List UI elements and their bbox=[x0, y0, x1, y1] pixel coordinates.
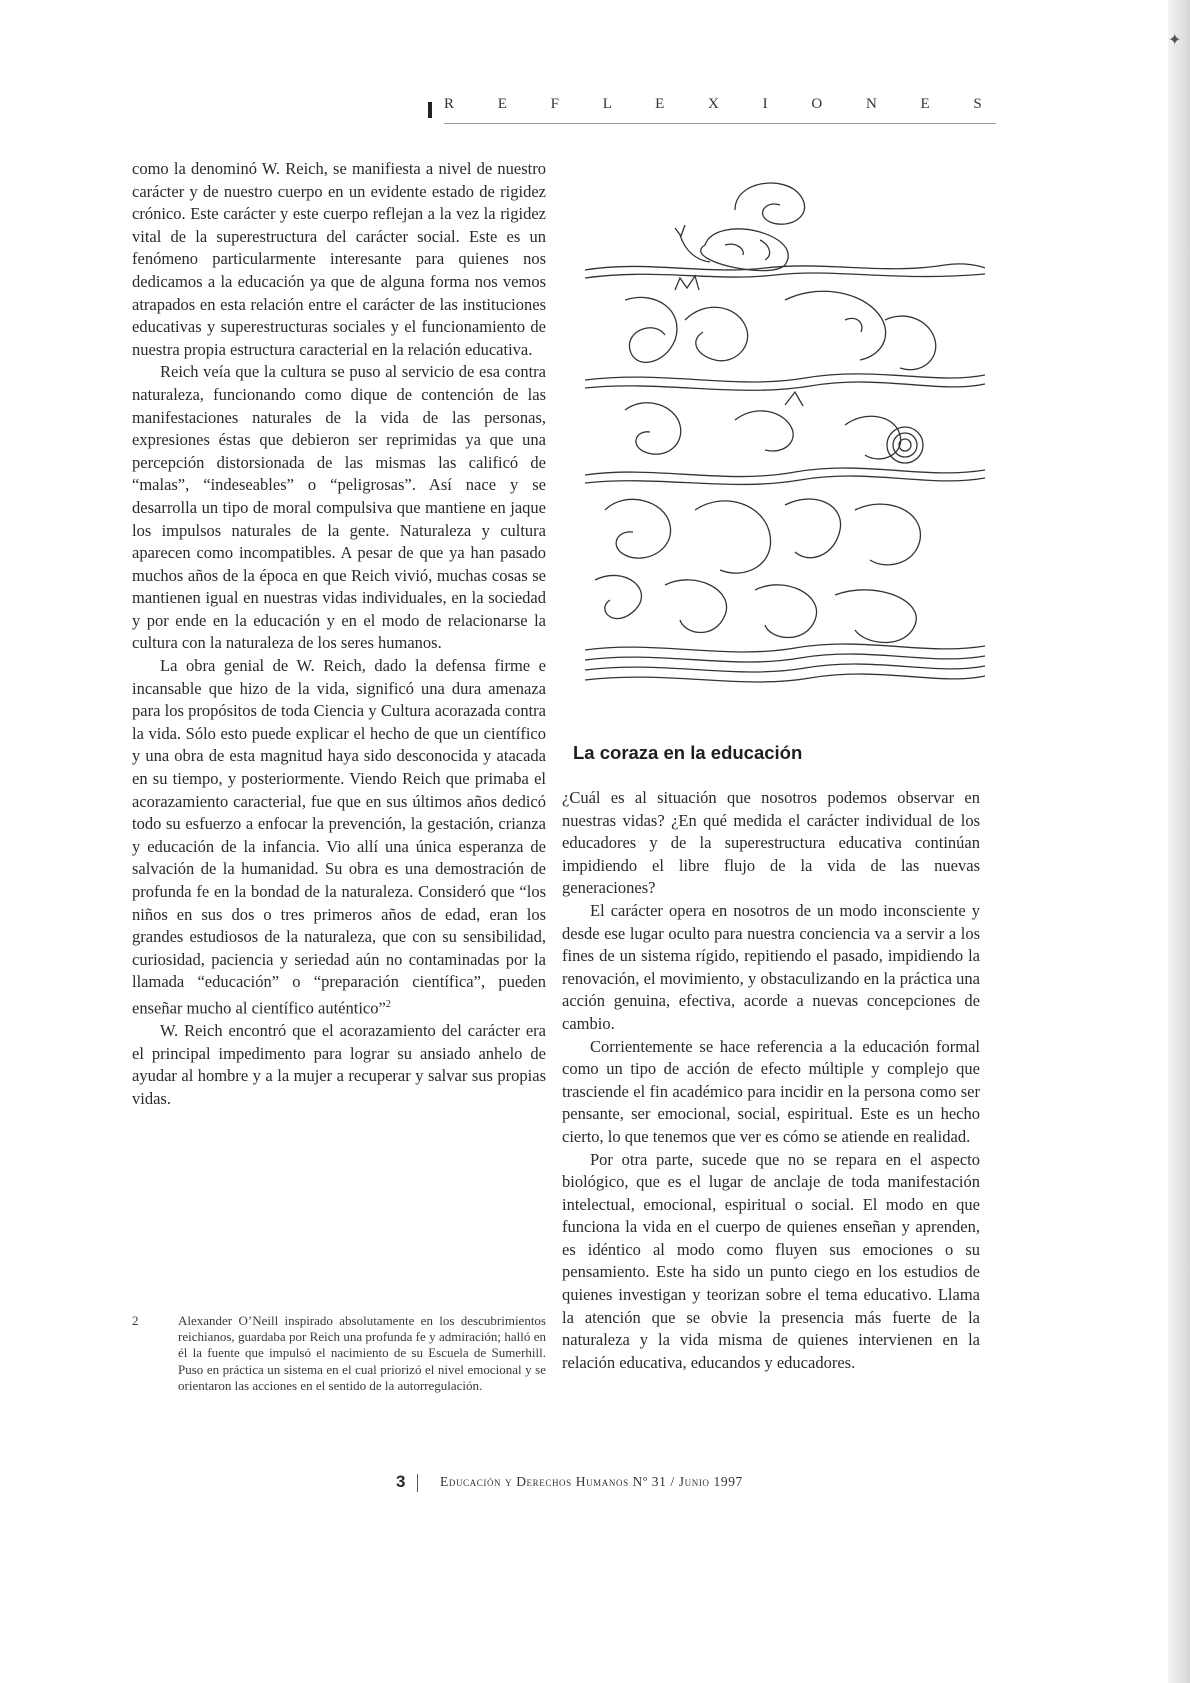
top-figure bbox=[675, 183, 805, 271]
paragraph: Corrientemente se hace referencia a la educación formal como un tipo de acción de efecto múltiple y complejo que trasciende el fin académico para incidir en la persona como ser pensante, ser emocional, social, espiritual. Este es un hecho cierto, lo que tenemos que ver es cómo se atiende en realidad. bbox=[562, 1036, 980, 1146]
footnote bbox=[132, 1313, 546, 1394]
wavy-band bbox=[585, 476, 985, 484]
wavy-band bbox=[585, 382, 985, 390]
page-number: 3 bbox=[396, 1472, 406, 1491]
wavy-band bbox=[585, 644, 985, 652]
header-bar bbox=[428, 102, 432, 118]
section-heading: La coraza en la educación bbox=[573, 742, 803, 763]
wavy-band bbox=[585, 674, 985, 682]
paragraph bbox=[132, 655, 546, 1020]
paragraph: Por otra parte, sucede que no se repara en el aspecto biológico, que es el lugar de anclaje de toda manifestación intelectual, emocional, espiritual o social. El modo en que funciona la vida en el cuerpo de quienes enseñan y aprenden, es idéntico al modo como fluyen sus emociones o su pensamiento. Este ha sido un punto ciego en los estudios de quienes investigan y teorizan sobre el tema educativo. Llama la atención que se obvie la presencia más fuerte de la naturaleza y la vida misma de quienes intervienen en la relación educativa, educandos y educadores. bbox=[562, 1149, 980, 1372]
paragraph: como la denominó W. Reich, se manifiesta a nivel de nuestro carácter y de nuestro cuerpo en un evidente estado de rigidez crónico. Este carácter y este cuerpo reflejan a la vez la rigidez vital de la superestructura del carácter social. Este es un fenómeno particularmente interesante para quienes nos dedicamos a la educación ya que de alguna forma nos vemos atrapados en esta relación entre el carácter de las instituciones educativas y superestructuras sociales y el funcionamiento de nuestra propia estructura caracterial en la relación educativa. bbox=[132, 159, 546, 359]
middle-figures bbox=[625, 276, 936, 370]
lower-figures bbox=[625, 392, 923, 463]
footnote-text: Alexander O’Neill inspirado absolutamente en los descubrimientos reichianos, guardaba por Reich una profunda fe y admiración; halló en él la fuente que impulsó el nacimiento de su Escuela de Sumerhill. Puso en práctica un sistema en el cual priorizó el nivel emocional y se orientaron las acciones en el sentido de la autorregulación. bbox=[178, 1313, 546, 1393]
wavy-band bbox=[585, 374, 985, 382]
left-column bbox=[132, 158, 546, 1110]
footnote-ref[interactable]: 2 bbox=[385, 998, 391, 1010]
page-edge-shadow bbox=[1168, 0, 1190, 1683]
publication-info: Educación y Derechos Humanos Nº 31 / Junio 1997 bbox=[440, 1474, 743, 1489]
paragraph-text: La obra genial de W. Reich, dado la defensa firme e incansable que hizo de la vida, significó una dura amenaza para los propósitos de toda Ciencia y Cultura acorazada contra la vida. Sólo esto puede explicar el hecho de que un científico y una obra de esta magnitud haya sido desconocida y atacada en su tiempo, y posteriormente. Viendo Reich que primaba el acorazamiento caracterial, fue que en sus últimos años dedicó todo su esfuerzo a enfocar la prevención, la gestación, crianza y educación de la infancia. Vio allí una única esperanza de salvación de la humanidad. Su obra es una demostración de profunda fe en la bondad de la naturaleza. Consideró que “los niños en sus dos o tres primeros años de edad, eran los grandes estudiosos de la naturaleza, que con su sensibilidad, curiosidad, paciencia y seriedad aún no contaminadas por la llamada “educación” o “preparación científica”, pueden enseñar mucho al científico auténtico” bbox=[132, 656, 546, 1018]
wavy-band bbox=[585, 664, 985, 672]
header-rule bbox=[444, 123, 996, 124]
bottom-figures bbox=[595, 499, 920, 642]
line-drawing-illustration bbox=[585, 170, 985, 705]
right-column bbox=[562, 787, 980, 1374]
footnote-number: 2 bbox=[132, 1313, 139, 1328]
section-title: R E F L E X I O N E S bbox=[444, 96, 1002, 112]
paragraph: El carácter opera en nosotros de un modo inconsciente y desde ese lugar oculto para nuestra conciencia va a servir a los fines de un sistema rígido, repitiendo el pasado, impidiendo la renovación, el movimiento, y obstaculizando en la práctica una acción genuina, efectiva, acorde a nuevas concepciones de cambio. bbox=[562, 900, 980, 1033]
paragraph: W. Reich encontró que el acorazamiento del carácter era el principal impedimento para lograr su ansiado anhelo de ayudar al hombre y a la mujer a recuperar y salvar sus propias vidas. bbox=[132, 1021, 546, 1108]
paragraph: ¿Cuál es al situación que nosotros podemos observar en nuestras vidas? ¿En qué medida el carácter individual de los educadores y de la superestructura educativa continúan impidiendo el libre flujo de la vida de las nuevas generaciones? bbox=[562, 788, 980, 898]
corner-mark-icon: ✦ bbox=[1168, 32, 1182, 49]
wavy-band bbox=[585, 273, 985, 278]
running-header bbox=[428, 96, 1002, 126]
footer-divider bbox=[417, 1474, 418, 1492]
wavy-band bbox=[585, 468, 985, 477]
wavy-band bbox=[585, 654, 985, 662]
page-footer bbox=[396, 1472, 816, 1496]
paragraph: Reich veía que la cultura se puso al servicio de esa contra naturaleza, funcionando como dique de contención de las manifestaciones naturales de la vida de las personas, expresiones éstas que debieron ser reprimidas ya que una percepción distorsionada de las mismas las calificó de “malas”, “indeseables” o “peligrosas”. Así nace y se desarrolla un tipo de moral compulsiva que mantiene en jaque los impulsos naturales de la gente. Naturaleza y cultura aparecen como incompatibles. A pesar de que ya han pasado muchos años de la época en que Reich vivió, muchas cosas se mantienen igual en nuestras vidas individuales, en la sociedad y por ende en la educación y en el modo de relacionarse la cultura con la naturaleza de los seres humanos. bbox=[132, 362, 546, 653]
